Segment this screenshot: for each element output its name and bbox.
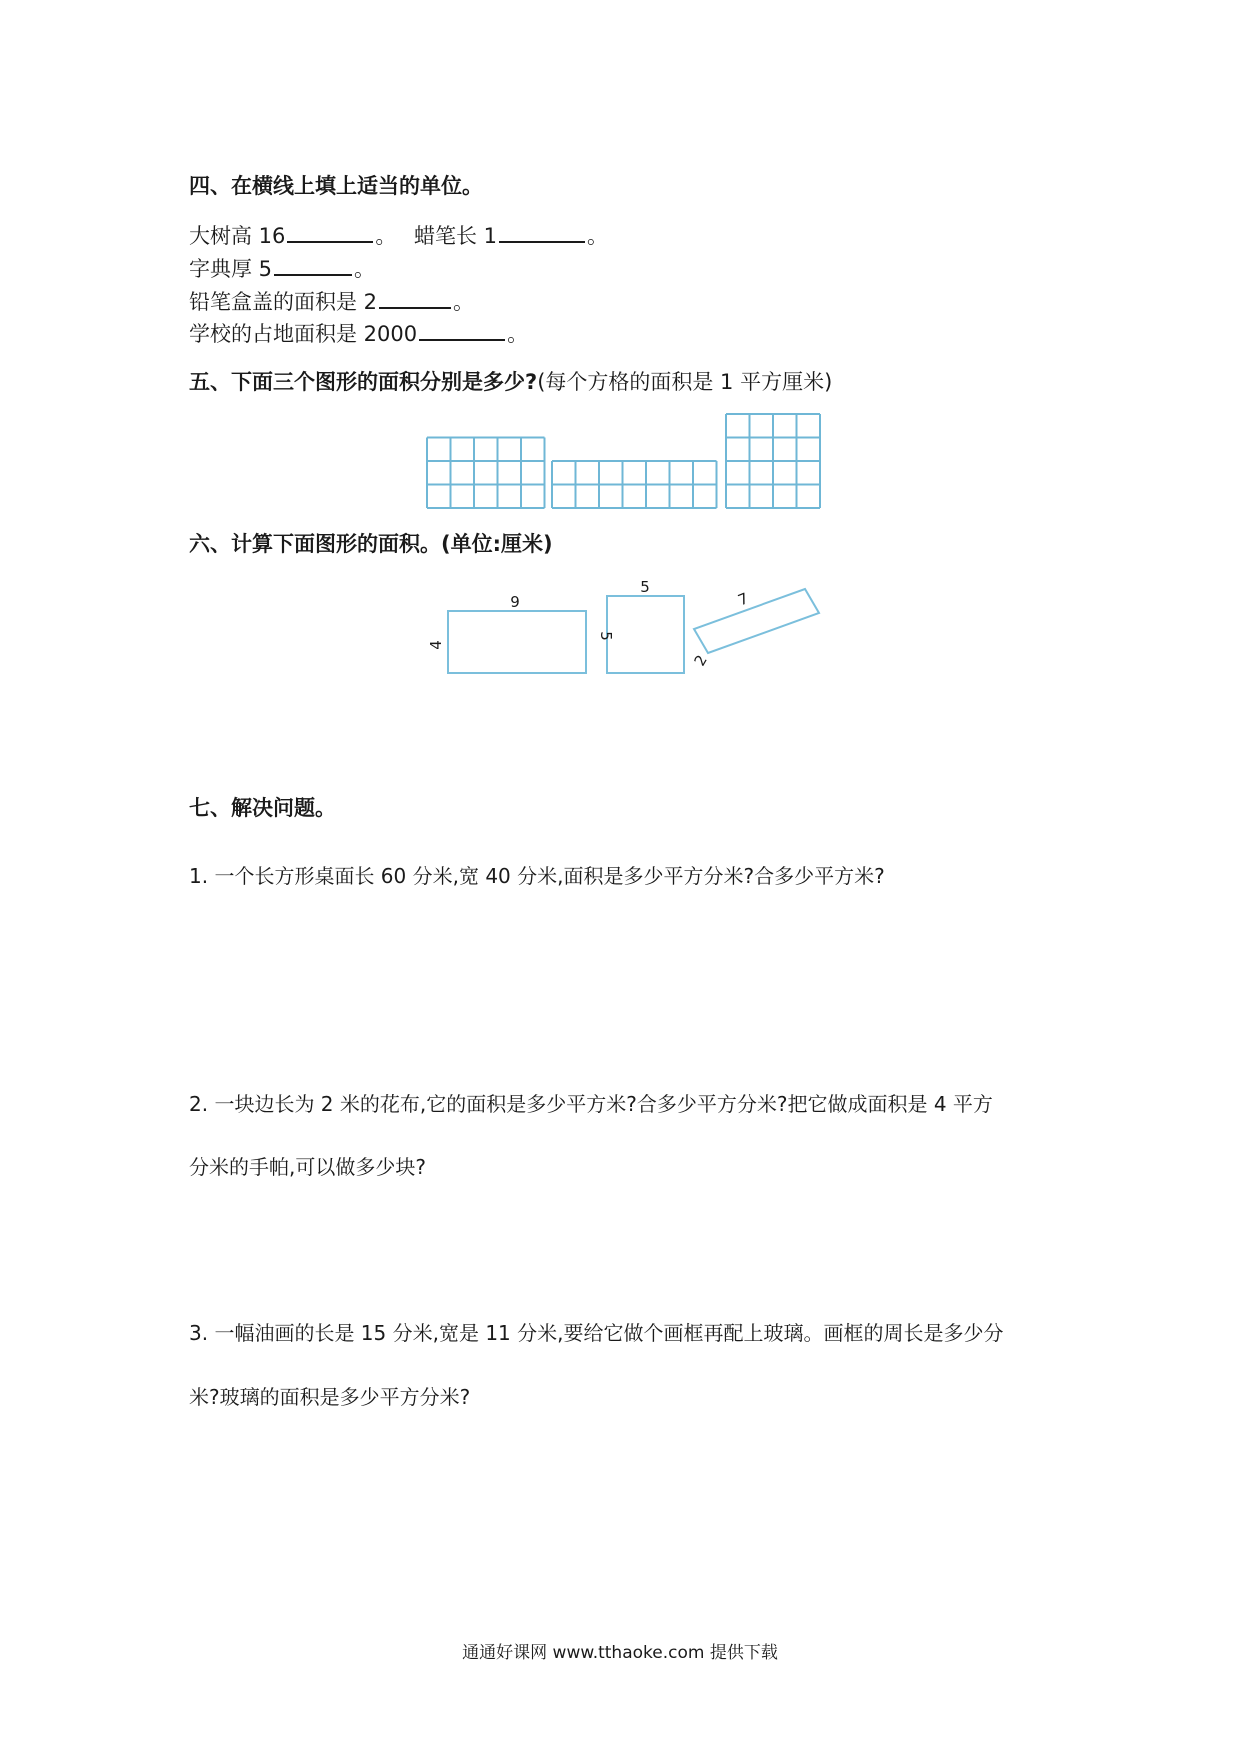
rectangle-figure (448, 611, 586, 673)
fill-item-suffix: 。 (354, 257, 376, 281)
grid-figure-3 (726, 414, 820, 508)
problem-2-line-1: 2. 一块边长为 2 米的花布,它的面积是多少平方米?合多少平方分米?把它做成面积是 4 平方 (189, 1092, 993, 1116)
section-5-title (189, 366, 832, 396)
fill-item-suffix: 。 (587, 224, 609, 248)
section-4-title: 四、在横线上填上适当的单位。 (189, 174, 483, 198)
fill-item-suffix: 。 (507, 322, 529, 346)
problem-3-line-1: 3. 一幅油画的长是 15 分米,宽是 11 分米,要给它做个画框再配上玻璃。画框的周长是多少分 (189, 1321, 1004, 1345)
section-6-title (189, 528, 553, 558)
tilted-rectangle-figure (694, 589, 819, 653)
problem-1-line-1: 1. 一个长方形桌面长 60 分米,宽 40 分米,面积是多少平方分米?合多少平方米? (189, 864, 885, 888)
answer-blank[interactable] (499, 223, 585, 243)
section-6-unit: (单位:厘米) (441, 532, 553, 556)
square-left-label: 5 (597, 631, 615, 641)
section-5-note: (每个方格的面积是 1 平方厘米) (537, 370, 833, 394)
problem-2-line-2: 分米的手帕,可以做多少块? (189, 1155, 426, 1179)
fill-item-label: 大树高 16 (189, 224, 286, 248)
fill-item-tree-height (189, 220, 396, 250)
fill-item-label: 学校的占地面积是 2000 (189, 322, 418, 346)
answer-blank[interactable] (274, 256, 352, 276)
rectangle-length-label: 9 (510, 593, 520, 611)
fill-item-dictionary-thickness (189, 253, 375, 283)
fill-item-label: 铅笔盒盖的面积是 2 (189, 290, 378, 314)
answer-blank[interactable] (419, 321, 505, 341)
answer-blank[interactable] (379, 289, 451, 309)
square-figure (607, 596, 684, 673)
section-5-heading: 五、下面三个图形的面积分别是多少? (189, 370, 538, 394)
tilted-rectangle-width-label: 2 (690, 651, 711, 670)
section-6-heading: 六、计算下面图形的面积。 (189, 532, 441, 556)
rectangle-width-label: 4 (427, 640, 445, 650)
footer-source: 通通好课网 www.tthaoke.com 提供下载 (462, 1643, 778, 1663)
fill-item-label: 字典厚 5 (189, 257, 273, 281)
tilted-rectangle-length-label: 7 (735, 589, 751, 610)
problem-3-line-2: 米?玻璃的面积是多少平方分米? (189, 1385, 471, 1409)
fill-item-pencil-box-area (189, 286, 474, 316)
fill-item-suffix: 。 (375, 224, 397, 248)
grid-figure-2 (552, 461, 717, 508)
fill-item-crayon-length (414, 220, 608, 250)
grid-figure-1 (427, 438, 545, 509)
fill-item-school-area (189, 318, 528, 348)
answer-blank[interactable] (287, 223, 373, 243)
fill-item-label: 蜡笔长 1 (414, 224, 498, 248)
square-top-label: 5 (640, 578, 650, 596)
section-7-title: 七、解决问题。 (189, 796, 336, 820)
fill-item-suffix: 。 (453, 290, 475, 314)
